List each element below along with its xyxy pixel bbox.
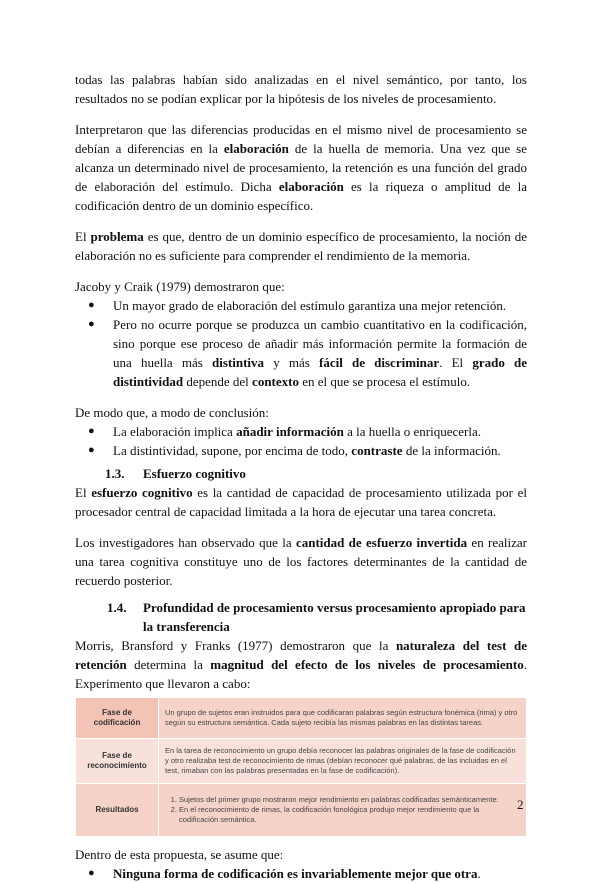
text: de la información.: [402, 443, 501, 458]
row-text: En la tarea de reconocimiento un grupo debía reconocer las palabras originales de la fase de codificación y otro realizaba test de reconocimiento de rimas (debían reconocer qué palabras, de las incluidas en el test, rimaban con las palabras presentadas en la fase de codificación).: [159, 739, 527, 784]
page-number: 2: [517, 797, 524, 812]
text: La distintividad, supone, por encima de todo,: [113, 443, 352, 458]
bold-term: magnitud del efecto de los niveles de procesamiento: [210, 657, 524, 672]
bullet-icon: ●: [88, 299, 95, 311]
list-item: 1. Sujetos del primer grupo mostraron mejor rendimiento en palabras codificadas semánticamente.: [179, 795, 520, 805]
paragraph-esfuerzo: [75, 483, 527, 521]
paragraph-intro: todas las palabras habían sido analizadas en el nivel semántico, por tanto, los resultados no se podían explicar por la hipótesis de los niveles de procesamiento.: [75, 72, 527, 106]
text: Pero no ocurre porque se produzca un cambio cuantitativo en la codificación, sino porque ese proceso de añadir más información permite la formación de una huella más: [113, 317, 527, 370]
bold-term: contraste: [351, 443, 403, 458]
bold-term: fácil de discriminar: [318, 355, 440, 370]
bold-term: añadir información: [236, 424, 344, 439]
table-row: [76, 698, 527, 739]
bullet-icon: ●: [88, 444, 95, 456]
bold-term: elaboración: [223, 141, 289, 156]
row-text: [159, 784, 527, 837]
section-heading-1-3: [75, 464, 527, 483]
paragraph-morris: [75, 636, 527, 693]
row-label: Fase de reconocimiento: [76, 739, 159, 784]
text: de la huella de memoria. Una vez que se alcanza un determinado nivel de procesamiento, la retención es una función del grado de elaboración del estímulo. Dicha: [75, 141, 527, 194]
experiment-table: [75, 697, 527, 837]
row-label: Fase de codificación: [76, 698, 159, 739]
list-item: [75, 315, 527, 391]
bullet-icon: ●: [88, 425, 95, 437]
text: en realizar una tarea cognitiva constituye uno de los factores determinantes de la cantidad de recuerdo posterior.: [75, 535, 527, 588]
list-item: 2. En el reconocimiento de rimas, la codificación fonológica produjo mejor rendimiento que la codificación semántica.: [179, 805, 520, 825]
paragraph-elaboracion: [75, 120, 527, 215]
row-label: Resultados: [76, 784, 159, 837]
text: Morris, Bransford y Franks (1977) demostraron que la: [75, 638, 396, 653]
bold-term: distintiva: [212, 355, 265, 370]
bold-term: problema: [90, 229, 144, 244]
bold-term: Ninguna forma de codificación es invariablemente mejor que otra: [113, 866, 478, 881]
section-number: 1.4.: [107, 600, 127, 615]
results-list: [165, 795, 520, 825]
text: a la huella o enriquecerla.: [343, 424, 481, 439]
list-item: [75, 864, 527, 883]
text: depende del: [183, 374, 253, 389]
list-conclusion: [75, 422, 527, 460]
bullet-icon: ●: [88, 318, 95, 330]
paragraph-conclusion: De modo que, a modo de conclusión:: [75, 405, 269, 420]
table-row: [76, 784, 527, 837]
bold-term: esfuerzo cognitivo: [91, 485, 193, 500]
bold-term: contexto: [252, 374, 299, 389]
text: es que, dentro de un dominio específico de procesamiento, la noción de elaboración no es suficiente para comprender el rendimiento de la memoria.: [75, 229, 527, 263]
text: El: [75, 485, 92, 500]
text: Los investigadores han observado que la: [75, 535, 296, 550]
list-item: [75, 422, 527, 441]
text: El: [75, 229, 91, 244]
bold-term: cantidad de esfuerzo invertida: [295, 535, 468, 550]
paragraph-jacoby: Jacoby y Craik (1979) demostraron que:: [75, 279, 285, 294]
text: es la cantidad de capacidad de procesamiento utilizada por el procesador central de capacidad limitada a la hora de ejecutar una tarea concreta.: [75, 485, 527, 519]
section-number: 1.3.: [105, 466, 125, 481]
document-page: [75, 70, 527, 883]
text: La elaboración implica: [113, 424, 237, 439]
text: en el que se procesa el estímulo.: [298, 374, 471, 389]
text: . El: [439, 355, 473, 370]
text: y más: [264, 355, 319, 370]
text: determina la: [126, 657, 211, 672]
text: es la riqueza o amplitud de la codificación dentro de un dominio específico.: [75, 179, 527, 213]
bold-term: grado de distintividad: [113, 355, 527, 389]
list-propuesta: [75, 864, 527, 883]
bold-term: naturaleza del test de retención: [75, 638, 528, 672]
paragraph-problema: [75, 227, 527, 265]
bold-term: elaboración: [278, 179, 344, 194]
text: .: [477, 866, 481, 881]
list-item: [75, 441, 527, 460]
text: Interpretaron que las diferencias producidas en el mismo nivel de procesamiento se debían a diferencias en la: [75, 122, 527, 156]
section-title: Profundidad de procesamiento versus procesamiento apropiado para la transferencia: [143, 600, 526, 634]
section-heading-1-4: [75, 598, 527, 636]
text: Un mayor grado de elaboración del estímulo garantiza una mejor retención.: [113, 298, 507, 313]
bullet-icon: ●: [88, 867, 95, 879]
table-row: [76, 739, 527, 784]
list-jacoby: [75, 296, 527, 391]
row-text: Un grupo de sujetos eran instruidos para que codificaran palabras según estructura fonémica (rima) y otro según su estructura semántica. Cada sujeto recibía las mismas palabras en las distintas tareas.: [159, 698, 527, 739]
text: . Experimento que llevaron a cabo:: [75, 657, 527, 691]
paragraph-propuesta: Dentro de esta propuesta, se asume que:: [75, 847, 284, 862]
list-item: [75, 296, 527, 315]
section-title: Esfuerzo cognitivo: [143, 466, 246, 481]
paragraph-investigadores: [75, 533, 527, 590]
